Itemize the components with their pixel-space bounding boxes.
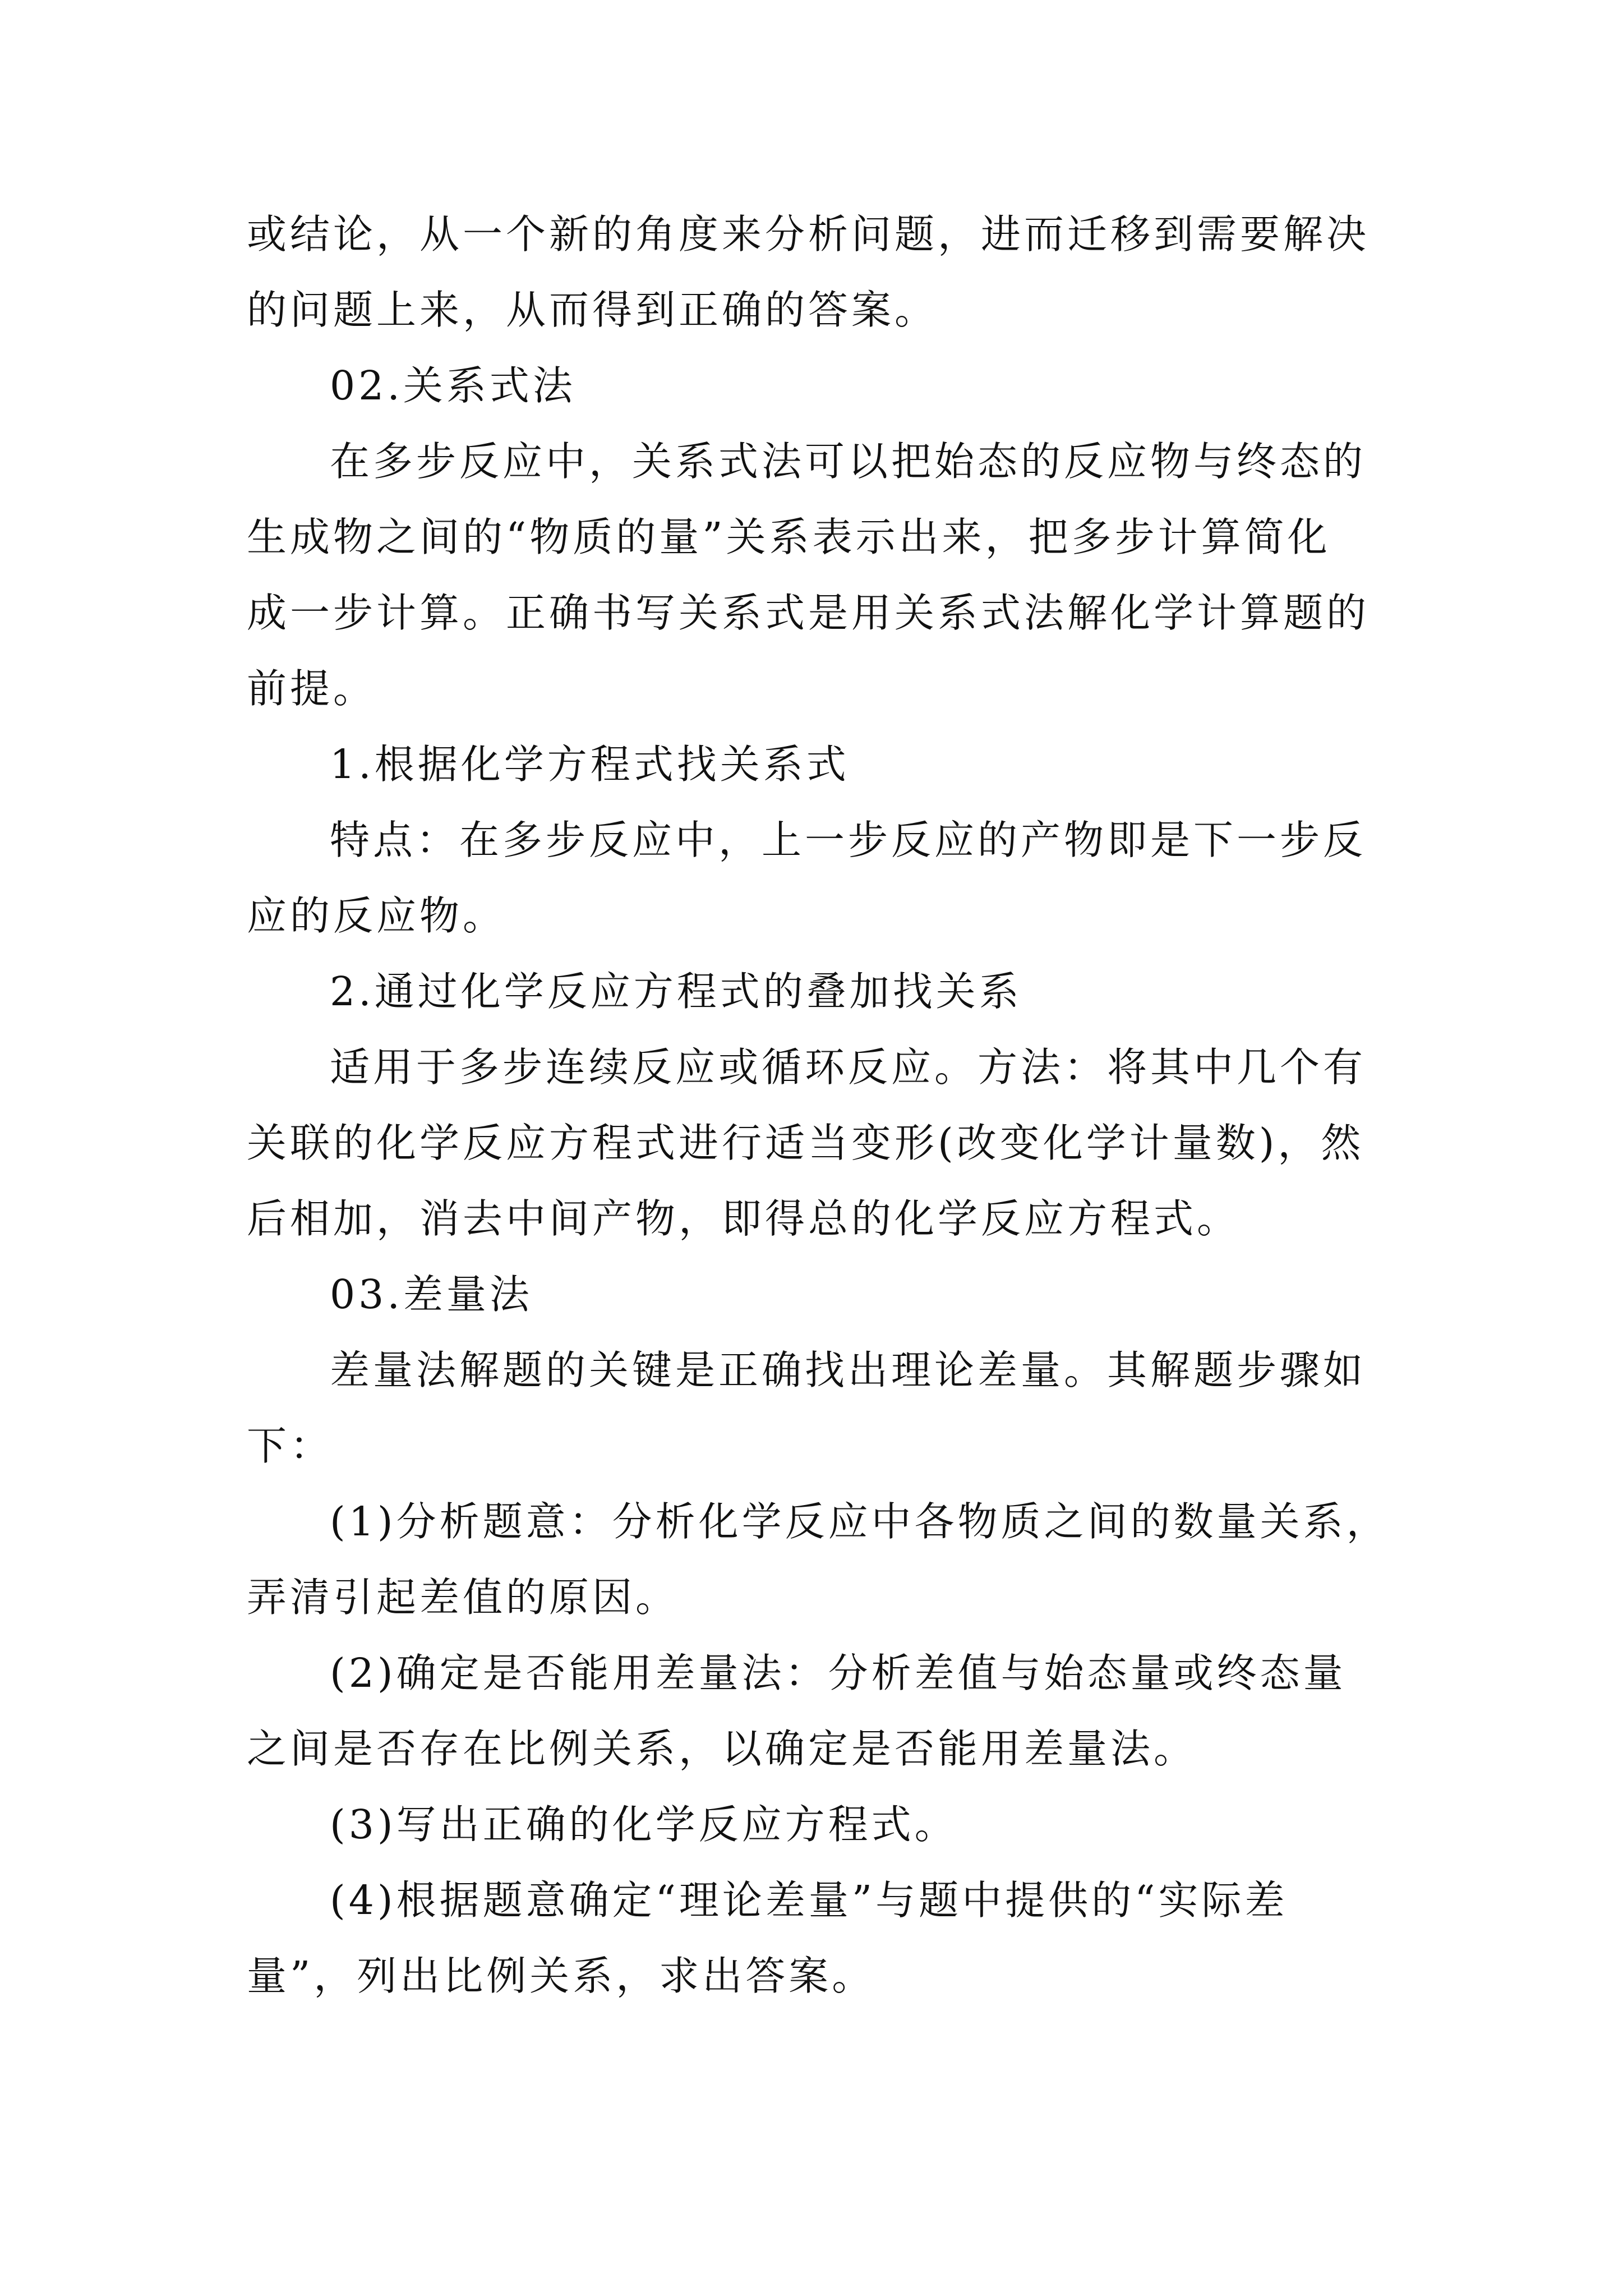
section-heading: 03.差量法: [330, 1271, 533, 1318]
text-line: 特点：在多步反应中，上一步反应的产物即是下一步反: [330, 817, 1367, 863]
step-item: (4)根据题意确定“理论差量”与题中提供的“实际差: [330, 1877, 1288, 1924]
step-item: (1)分析题意：分析化学反应中各物质之间的数量关系，: [330, 1498, 1390, 1545]
text-line: 或结论，从一个新的角度来分析问题，进而迁移到需要解决: [247, 211, 1370, 257]
text-line: 弄清引起差值的原因。: [247, 1574, 679, 1621]
text-line: 生成物之间的“物质的量”关系表示出来，把多步计算简化: [247, 514, 1331, 560]
step-item: (2)确定是否能用差量法：分析差值与始态量或终态量: [330, 1650, 1347, 1696]
text-line: 前提。: [247, 665, 377, 712]
text-line: 量”，列出比例关系，求出答案。: [247, 1953, 875, 1999]
subsection-heading: 1.根据化学方程式找关系式: [330, 741, 850, 788]
document-body: [247, 196, 1391, 2014]
text-line: 的问题上来，从而得到正确的答案。: [247, 287, 938, 333]
text-line: 应的反应物。: [247, 892, 506, 939]
text-line: 适用于多步连续反应或循环反应。方法：将其中几个有: [330, 1044, 1367, 1091]
text-line: 在多步反应中，关系式法可以把始态的反应物与终态的: [330, 438, 1367, 485]
text-line: 关联的化学反应方程式进行适当变形(改变化学计量数)，然: [247, 1120, 1364, 1166]
text-line: 成一步计算。正确书写关系式是用关系式法解化学计算题的: [247, 590, 1370, 636]
subsection-heading: 2.通过化学反应方程式的叠加找关系: [330, 968, 1022, 1015]
section-heading: 02.关系式法: [330, 362, 576, 409]
text-line: 下：: [247, 1423, 334, 1469]
text-line: 差量法解题的关键是正确找出理论差量。其解题步骤如: [330, 1347, 1367, 1393]
step-item: (3)写出正确的化学反应方程式。: [330, 1801, 958, 1848]
text-line: 之间是否存在比例关系，以确定是否能用差量法。: [247, 1726, 1197, 1772]
text-line: 后相加，消去中间产物，即得总的化学反应方程式。: [247, 1195, 1241, 1242]
